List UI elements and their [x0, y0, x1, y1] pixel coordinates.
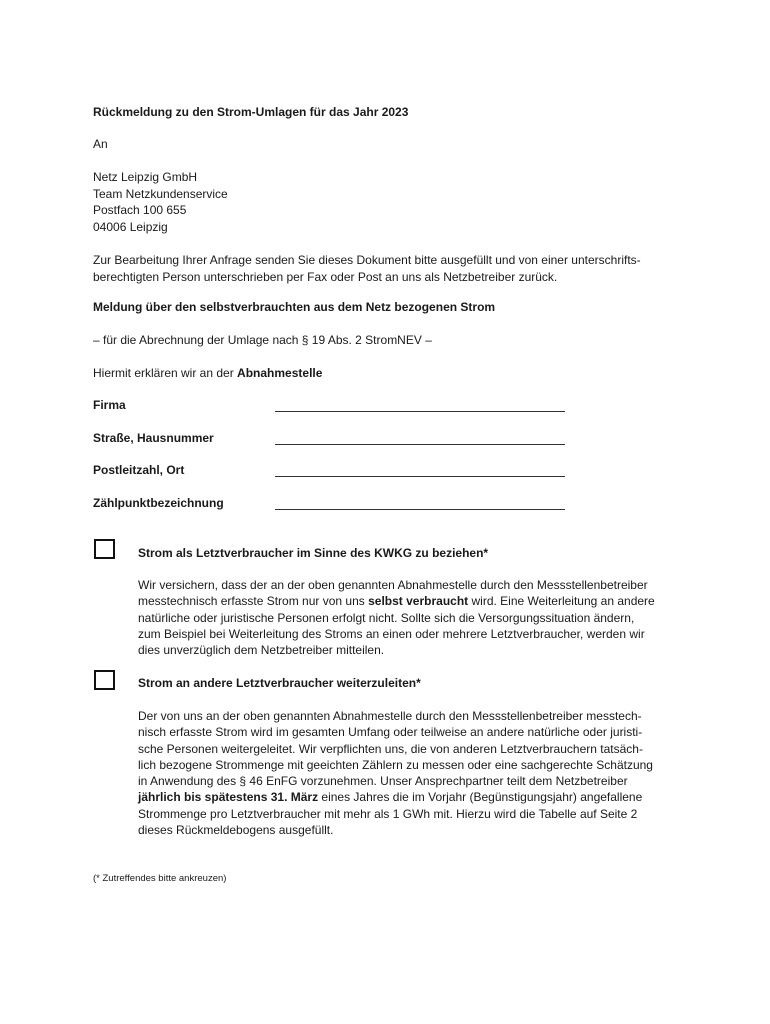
option-2-line: nisch erfasste Strom wird im gesamten Umfang oder teilweise an andere natürliche oder juristi-	[138, 725, 643, 740]
recipient-label: An	[93, 137, 108, 151]
option-2-line: lich bezogene Strommenge mit geeichten Zählern zu messen oder eine sachgerechte Schätzung	[138, 757, 653, 772]
option-2-title: Strom an andere Letztverbraucher weiterzuleiten*	[138, 676, 421, 690]
option-2-line: in Anwendung des § 46 EnFG vorzunehmen. Unser Ansprechpartner teilt dem Netzbetreiber	[138, 774, 628, 789]
declaration-text	[93, 366, 322, 380]
option-2-paragraph	[138, 708, 653, 838]
option-1-line	[138, 593, 655, 609]
field-label-strasse: Straße, Hausnummer	[93, 431, 214, 445]
intro-paragraph	[93, 252, 641, 285]
option-2-line: Strommenge pro Letztverbraucher mit mehr als 1 GWh mit. Hierzu wird die Tabelle auf Seite 2	[138, 806, 638, 821]
option-1-line: dies unverzüglich dem Netzbetreiber mitteilen.	[138, 643, 385, 658]
option-2-checkbox[interactable]	[94, 670, 115, 690]
field-label-firma: Firma	[93, 398, 126, 412]
declaration-prefix: Hiermit erklären wir an der	[93, 366, 238, 380]
declaration-bold: Abnahmestelle	[237, 366, 323, 380]
field-label-plz-ort: Postleitzahl, Ort	[93, 463, 185, 477]
field-input-firma[interactable]	[275, 411, 565, 412]
footnote: (* Zutreffendes bitte ankreuzen)	[93, 873, 227, 884]
option-1-paragraph	[138, 577, 655, 658]
intro-line: berechtigten Person unterschrieben per Fax oder Post an uns als Netzbetreiber zurück.	[93, 269, 558, 284]
section-subheading: – für die Abrechnung der Umlage nach § 19 Abs. 2 StromNEV –	[93, 333, 432, 347]
option-2-text: eines Jahres die im Vorjahr (Begünstigungsjahr) angefallene	[318, 790, 643, 805]
option-2-line: Der von uns an der oben genannten Abnahmestelle durch den Messstellenbetreiber messtech-	[138, 709, 642, 723]
option-2-line	[138, 789, 653, 805]
address-line: 04006 Leipzig	[93, 219, 168, 234]
option-1-text: messtechnisch erfasste Strom nur von uns	[138, 594, 369, 609]
intro-line: Zur Bearbeitung Ihrer Anfrage senden Sie dieses Dokument bitte ausgefüllt und von einer unterschrifts-	[93, 253, 641, 267]
address-line: Netz Leipzig GmbH	[93, 170, 198, 184]
document-title: Rückmeldung zu den Strom-Umlagen für das Jahr 2023	[93, 105, 409, 119]
address-line: Postfach 100 655	[93, 203, 187, 217]
option-1-checkbox[interactable]	[94, 539, 115, 559]
address-line: Team Netzkundenservice	[93, 186, 228, 201]
field-input-plz-ort[interactable]	[275, 476, 565, 477]
option-1-line: natürliche oder juristische Personen erfolgt nicht. Sollte sich die Versorgungssituation ändern,	[138, 610, 635, 625]
option-2-line: dieses Rückmeldebogens ausgefüllt.	[138, 823, 334, 838]
option-1-title: Strom als Letztverbraucher im Sinne des KWKG zu beziehen*	[138, 546, 489, 560]
option-1-text: wird. Eine Weiterleitung an andere	[468, 594, 655, 609]
field-input-zaehlpunkt[interactable]	[275, 509, 565, 510]
recipient-address	[93, 169, 228, 235]
section-heading: Meldung über den selbstverbrauchten aus dem Netz bezogenen Strom	[93, 300, 496, 314]
field-label-zaehlpunkt: Zählpunktbezeichnung	[93, 496, 224, 510]
option-1-emphasis: selbst verbraucht	[368, 594, 469, 609]
option-1-line: zum Beispiel bei Weiterleitung des Stroms an einen oder mehrere Letztverbraucher, werden wir	[138, 626, 645, 641]
option-2-emphasis: jährlich bis spätestens 31. März	[138, 790, 319, 805]
field-input-strasse[interactable]	[275, 444, 565, 445]
option-2-line: sche Personen weitergeleitet. Wir verpflichten uns, die von anderen Letztverbrauchern tatsäch-	[138, 741, 643, 756]
option-1-line: Wir versichern, dass der an der oben genannten Abnahmestelle durch den Messstellenbetreiber	[138, 578, 648, 592]
